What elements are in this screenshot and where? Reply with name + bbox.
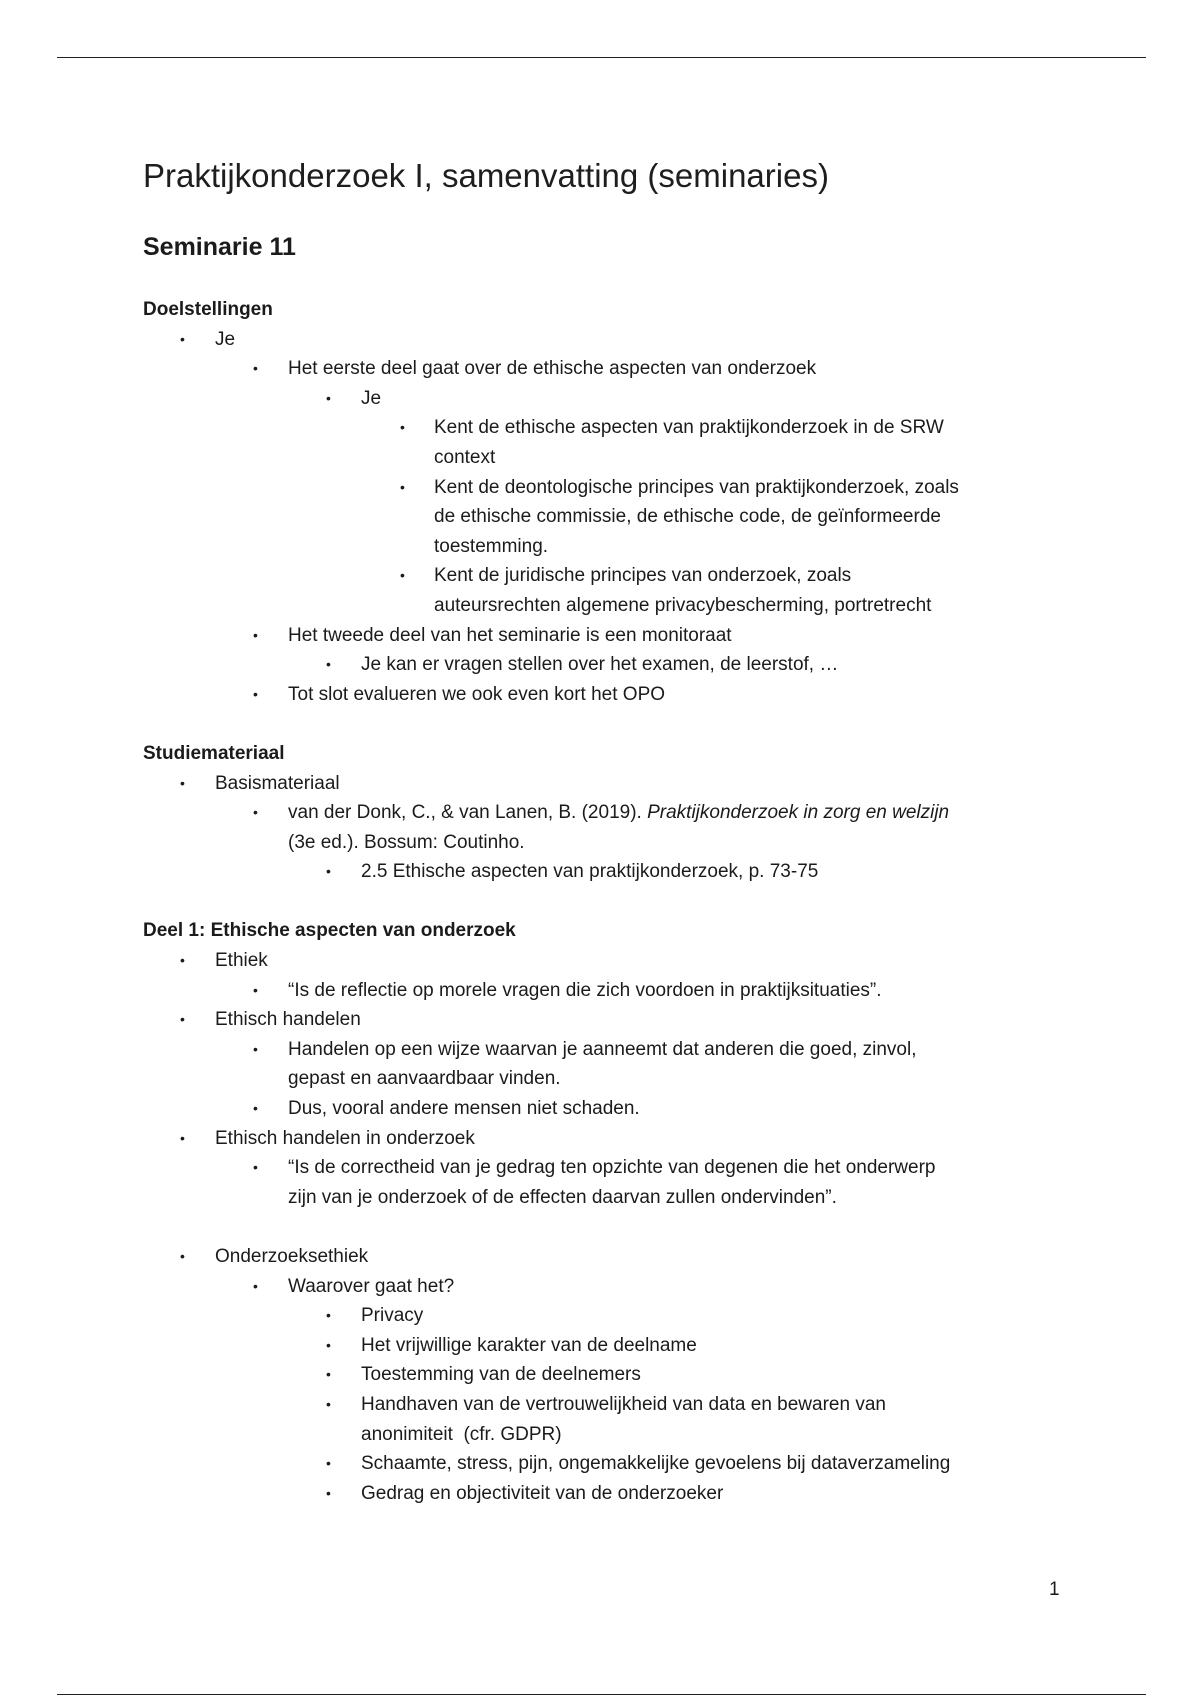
list-item-continuation: toestemming. (434, 535, 549, 557)
bullet-marker: • (253, 626, 258, 643)
bullet-marker: • (180, 774, 185, 791)
list-item: • Het eerste deel gaat over de ethische aspecten van onderzoek (0, 354, 1200, 384)
bullet-marker: • (180, 1129, 185, 1146)
bullet-marker: • (326, 1455, 331, 1472)
list-item: • Basismateriaal (0, 769, 1200, 799)
list-item: • Kent de deontologische principes van praktijkonderzoek, zoals (0, 473, 1200, 503)
list-item: • Dus, vooral andere mensen niet schaden. (0, 1094, 1200, 1124)
bullet-marker: • (326, 1395, 331, 1412)
reference-book-title: Praktijkonderzoek in zorg en welzijn (647, 802, 950, 824)
bullet-marker: • (253, 981, 258, 998)
list-item: • Handhaven van de vertrouwelijkheid van data en bewaren van (0, 1390, 1200, 1420)
bullet-marker: • (400, 478, 405, 495)
list-item: • Ethisch handelen in onderzoek (0, 1124, 1200, 1154)
list-item: • Kent de juridische principes van onderzoek, zoals (0, 561, 1200, 591)
header-rule (57, 57, 1146, 58)
bullet-marker: • (326, 863, 331, 880)
list-item-continuation (0, 828, 1200, 858)
list-item: • Tot slot evalueren we ook even kort het OPO (0, 680, 1200, 710)
list-item-continuation: auteursrechten algemene privacybescherming, portretrecht (434, 594, 932, 616)
bullet-marker: • (253, 1100, 258, 1117)
page-number: 1 (1049, 1579, 1060, 1600)
section-heading: Studiemateriaal (143, 742, 285, 764)
bullet-marker: • (253, 1277, 258, 1294)
reference-authors: van der Donk, C., & van Lanen, B. (2019). (288, 802, 648, 824)
list-item: • Waarover gaat het? (0, 1272, 1200, 1302)
list-item: • Ethisch handelen (0, 1005, 1200, 1035)
bullet-marker: • (326, 389, 331, 406)
list-item: • Toestemming van de deelnemers (0, 1360, 1200, 1390)
section-deel-1 (0, 916, 1200, 1508)
section-studiemateriaal (0, 739, 1200, 887)
bullet-marker: • (326, 656, 331, 673)
list-item: • Handelen op een wijze waarvan je aanneemt dat anderen die goed, zinvol, (0, 1035, 1200, 1065)
list-item: • Schaamte, stress, pijn, ongemakkelijke gevoelens bij dataverzameling (0, 1449, 1200, 1479)
bullet-marker: • (180, 330, 185, 347)
list-item: • Privacy (0, 1301, 1200, 1331)
list-item-continuation: anonimiteit (cfr. GDPR) (361, 1423, 562, 1445)
reference-item (0, 798, 1200, 828)
list-item-continuation: context (434, 446, 496, 468)
list-item: • Je (0, 384, 1200, 414)
bullet-marker: • (253, 685, 258, 702)
list-item: • Ethiek (0, 946, 1200, 976)
bullet-marker: • (180, 1011, 185, 1028)
bullet-marker: • (326, 1336, 331, 1353)
reference-publication: (3e ed.). Bossum: Coutinho. (288, 831, 525, 853)
bullet-marker: • (253, 360, 258, 377)
list-item: • Het tweede deel van het seminarie is een monitoraat (0, 621, 1200, 651)
list-item: • “Is de reflectie op morele vragen die zich voordoen in praktijksituaties”. (0, 976, 1200, 1006)
list-item: • Gedrag en objectiviteit van de onderzoeker (0, 1479, 1200, 1509)
list-item: • Het vrijwillige karakter van de deelname (0, 1331, 1200, 1361)
document-title: Praktijkonderzoek I, samenvatting (seminaries) (143, 157, 829, 194)
bullet-marker: • (326, 1307, 331, 1324)
list-item-continuation: de ethische commissie, de ethische code, de geïnformeerde (434, 506, 941, 528)
bullet-marker: • (253, 1159, 258, 1176)
list-item-continuation: zijn van je onderzoek of de effecten daarvan zullen ondervinden”. (288, 1186, 837, 1208)
bullet-marker: • (326, 1484, 331, 1501)
list-item: • “Is de correctheid van je gedrag ten opzichte van degenen die het onderwerp (0, 1153, 1200, 1183)
bullet-marker: • (253, 1040, 258, 1057)
list-item: • Je (0, 325, 1200, 355)
list-item: • Onderzoeksethiek (0, 1242, 1200, 1272)
seminar-heading: Seminarie 11 (143, 233, 296, 261)
section-heading: Doelstellingen (143, 299, 273, 320)
bullet-marker: • (253, 804, 258, 821)
document-body (0, 295, 1200, 1508)
bullet-marker: • (400, 419, 405, 436)
bullet-marker: • (180, 952, 185, 969)
section-doelstellingen (0, 295, 1200, 709)
list-item: • 2.5 Ethische aspecten van praktijkonderzoek, p. 73-75 (0, 857, 1200, 887)
list-item-continuation: gepast en aanvaardbaar vinden. (288, 1068, 561, 1090)
list-item: • Je kan er vragen stellen over het examen, de leerstof, … (0, 650, 1200, 680)
bullet-marker: • (400, 567, 405, 584)
list-item: • Kent de ethische aspecten van praktijkonderzoek in de SRW (0, 413, 1200, 443)
section-heading: Deel 1: Ethische aspecten van onderzoek (143, 920, 516, 942)
bullet-marker: • (180, 1248, 185, 1264)
footer-rule (57, 1694, 1146, 1695)
bullet-marker: • (326, 1366, 331, 1383)
